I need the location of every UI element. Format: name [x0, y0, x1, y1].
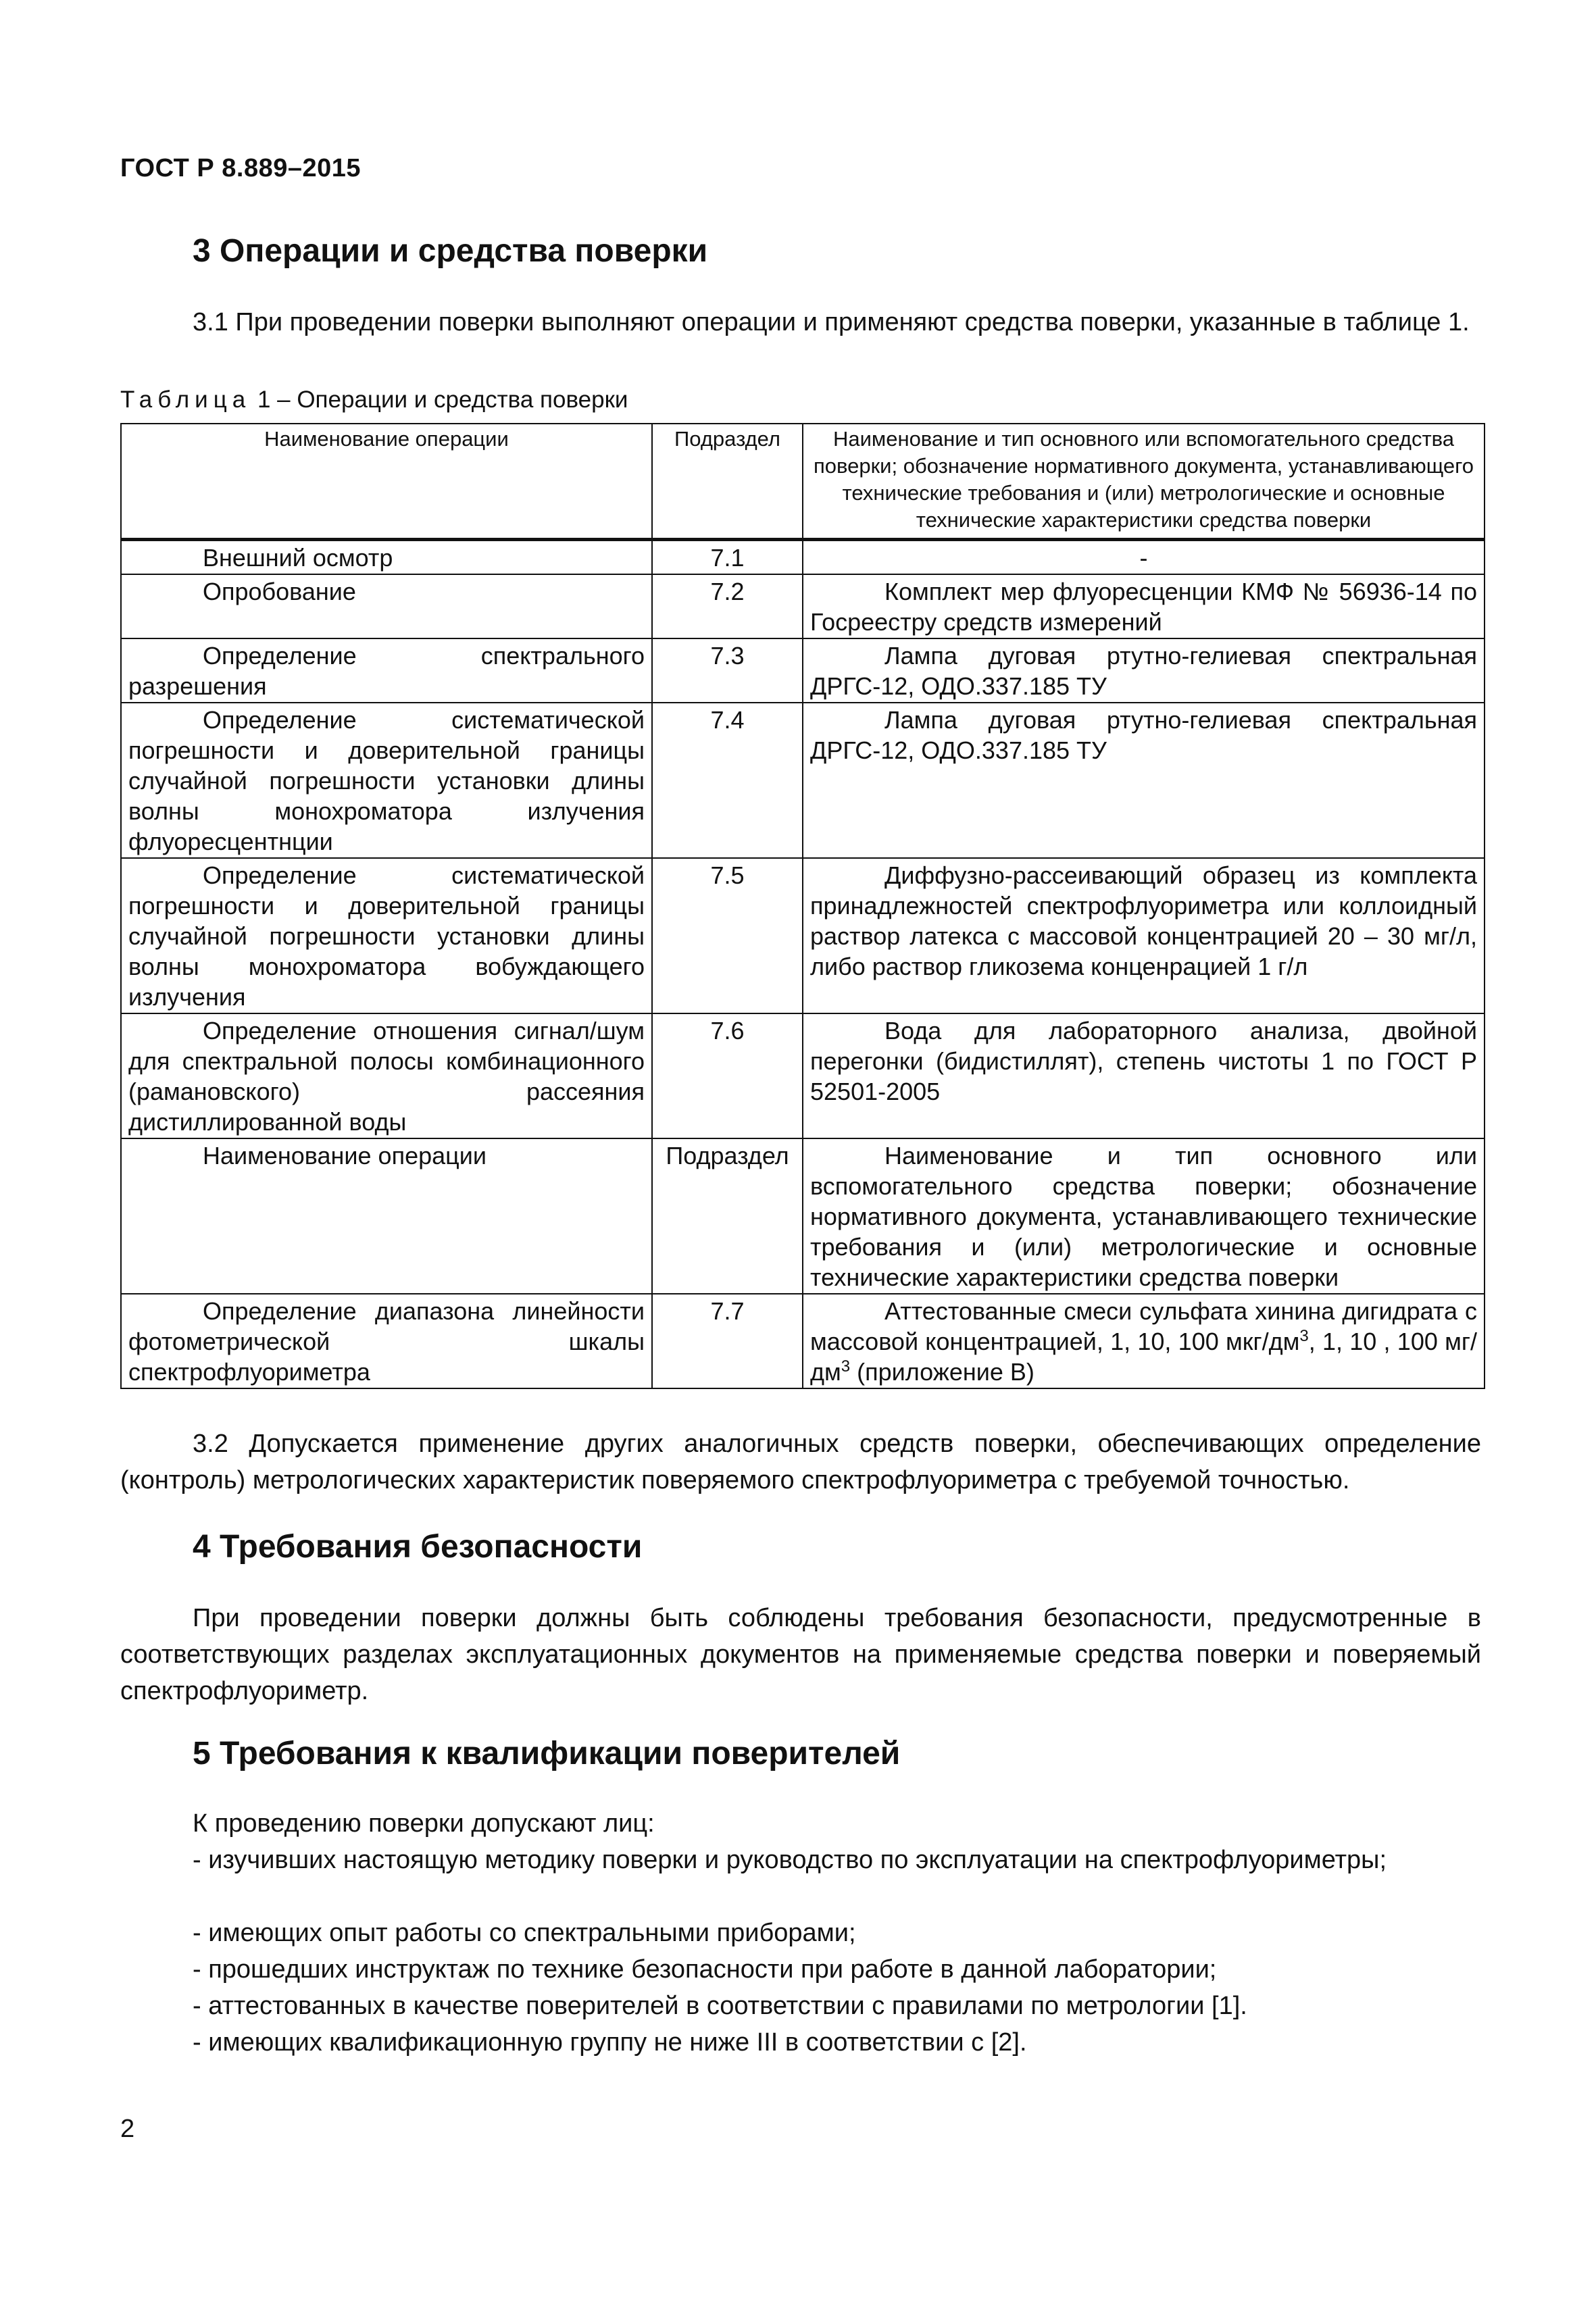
section-5-heading: 5 Требования к квалификации поверителей — [193, 1736, 901, 1771]
cell-subsection: 7.1 — [652, 540, 803, 575]
cell-subsection: 7.3 — [652, 638, 803, 703]
cell-operation: Определение отношения сигнал/шум для спектральной полосы комбинационного (рамановского) рассеяния дистиллированной воды — [121, 1013, 652, 1138]
cell-subsection: Подраздел — [652, 1138, 803, 1294]
table-caption — [120, 386, 628, 413]
table-row-repeated-header — [121, 1138, 1485, 1294]
cell-operation: Наименование операции — [121, 1138, 652, 1294]
document-header: ГОСТ Р 8.889–2015 — [120, 154, 361, 182]
cell-means: - — [803, 540, 1485, 575]
table-caption-title: 1 – Операции и средства поверки — [251, 386, 628, 413]
cell-means: Наименование и тип основного или вспомогательного средства поверки; обозначение нормативного документа, устанавливающего технические требования и (или) метрологические и основные технические характеристики средства поверки — [803, 1138, 1485, 1294]
superscript: 3 — [841, 1357, 851, 1376]
cell-operation: Определение диапазона линейности фотометрической шкалы спектрофлуориметра — [121, 1294, 652, 1388]
table-row — [121, 703, 1485, 858]
paragraph-safety: При проведении поверки должны быть соблюдены требования безопасности, предусмотренные в соответствующих разделах эксплуатационных документов на применяемые средства поверки и поверяемый спектрофлуориметр. — [120, 1604, 1481, 1705]
table-row — [121, 574, 1485, 638]
cell-means: Аттестованные смеси сульфата хинина дигидрата с массовой концентрацией, 1, 10, 100 мкг/$дм^3$, 1, 10 , 100 $мг/дм^3$ (приложение В) — [803, 1294, 1485, 1388]
table-row — [121, 858, 1485, 1013]
cell-means: Диффузно-рассеивающий образец из комплекта принадлежностей спектрофлуориметра или коллоидный раствор латекса с массовой концентрацией 20 – 30 мг/л, либо раствор гликозема конценрацией 1 г/л — [803, 858, 1485, 1013]
cell-means: Вода для лабораторного анализа, двойной перегонки (бидистиллят), степень чистоты 1 по ГОСТ Р 52501-2005 — [803, 1013, 1485, 1138]
list-item: - прошедших инструктаж по технике безопасности при работе в данной лаборатории; — [193, 1955, 1217, 1984]
cell-operation: Определение спектрального разрешения — [121, 638, 652, 703]
header-means: Наименование и тип основного или вспомогательного средства поверки; обозначение нормативного документа, устанавливающего технические требования и (или) метрологические и основные технические характеристики средства поверки — [803, 424, 1485, 540]
table-row — [121, 540, 1485, 575]
cell-subsection: 7.7 — [652, 1294, 803, 1388]
list-item: - имеющих квалификационную группу не ниже III в соответствии с [2]. — [193, 2028, 1027, 2057]
cell-operation: Опробование — [121, 574, 652, 638]
cell-subsection: 7.4 — [652, 703, 803, 858]
cell-operation: Определение систематической погрешности и доверительной границы случайной погрешности установки длины волны монохроматора вобуждающего излучения — [121, 858, 652, 1013]
section-4-heading: 4 Требования безопасности — [193, 1529, 643, 1565]
table-row — [121, 638, 1485, 703]
cell-subsection: 7.5 — [652, 858, 803, 1013]
cell-subsection: 7.6 — [652, 1013, 803, 1138]
page-number: 2 — [120, 2115, 135, 2143]
list-item: - имеющих опыт работы со спектральными приборами; — [193, 1919, 856, 1947]
cell-operation: Определение систематической погрешности и доверительной границы случайной погрешности установки длины волны монохроматора излучения флуоресцентнции — [121, 703, 652, 858]
cell-operation: Внешний осмотр — [121, 540, 652, 575]
table-row — [121, 1013, 1485, 1138]
cell-means: Лампа дуговая ртутно-гелиевая спектральная ДРГС-12, ОДО.337.185 ТУ — [803, 703, 1485, 858]
header-subsection: Подраздел — [652, 424, 803, 540]
qualification-intro: К проведению поверки допускают лиц: — [193, 1809, 655, 1838]
cell-means: Комплект мер флуоресценции КМФ № 56936-14 по Госреестру средств измерений — [803, 574, 1485, 638]
paragraph-3-2: 3.2 Допускается применение других аналогичных средств поверки, обеспечивающих определение (контроль) метрологических характеристик поверяемого спектрофлуориметра с требуемой точностью. — [120, 1430, 1481, 1494]
table-caption-prefix: Таблица — [120, 386, 251, 413]
paragraph-3-1: 3.1 При проведении поверки выполняют операции и применяют средства поверки, указанные в таблице 1. — [193, 308, 1470, 336]
cell-means: Лампа дуговая ртутно-гелиевая спектральная ДРГС-12, ОДО.337.185 ТУ — [803, 638, 1485, 703]
operations-table — [120, 423, 1485, 1389]
header-operation-name: Наименование операции — [121, 424, 652, 540]
cell-subsection: 7.2 — [652, 574, 803, 638]
list-item: - аттестованных в качестве поверителей в соответствии с правилами по метрологии [1]. — [193, 1992, 1247, 2020]
section-3-heading: 3 Операции и средства поверки — [193, 233, 708, 269]
table-row — [121, 1294, 1485, 1388]
superscript: 3 — [1299, 1327, 1309, 1345]
table-header-row — [121, 424, 1485, 540]
list-item: - изучивших настоящую методику поверки и руководство по эксплуатации на спектрофлуориметры; — [193, 1846, 1387, 1874]
